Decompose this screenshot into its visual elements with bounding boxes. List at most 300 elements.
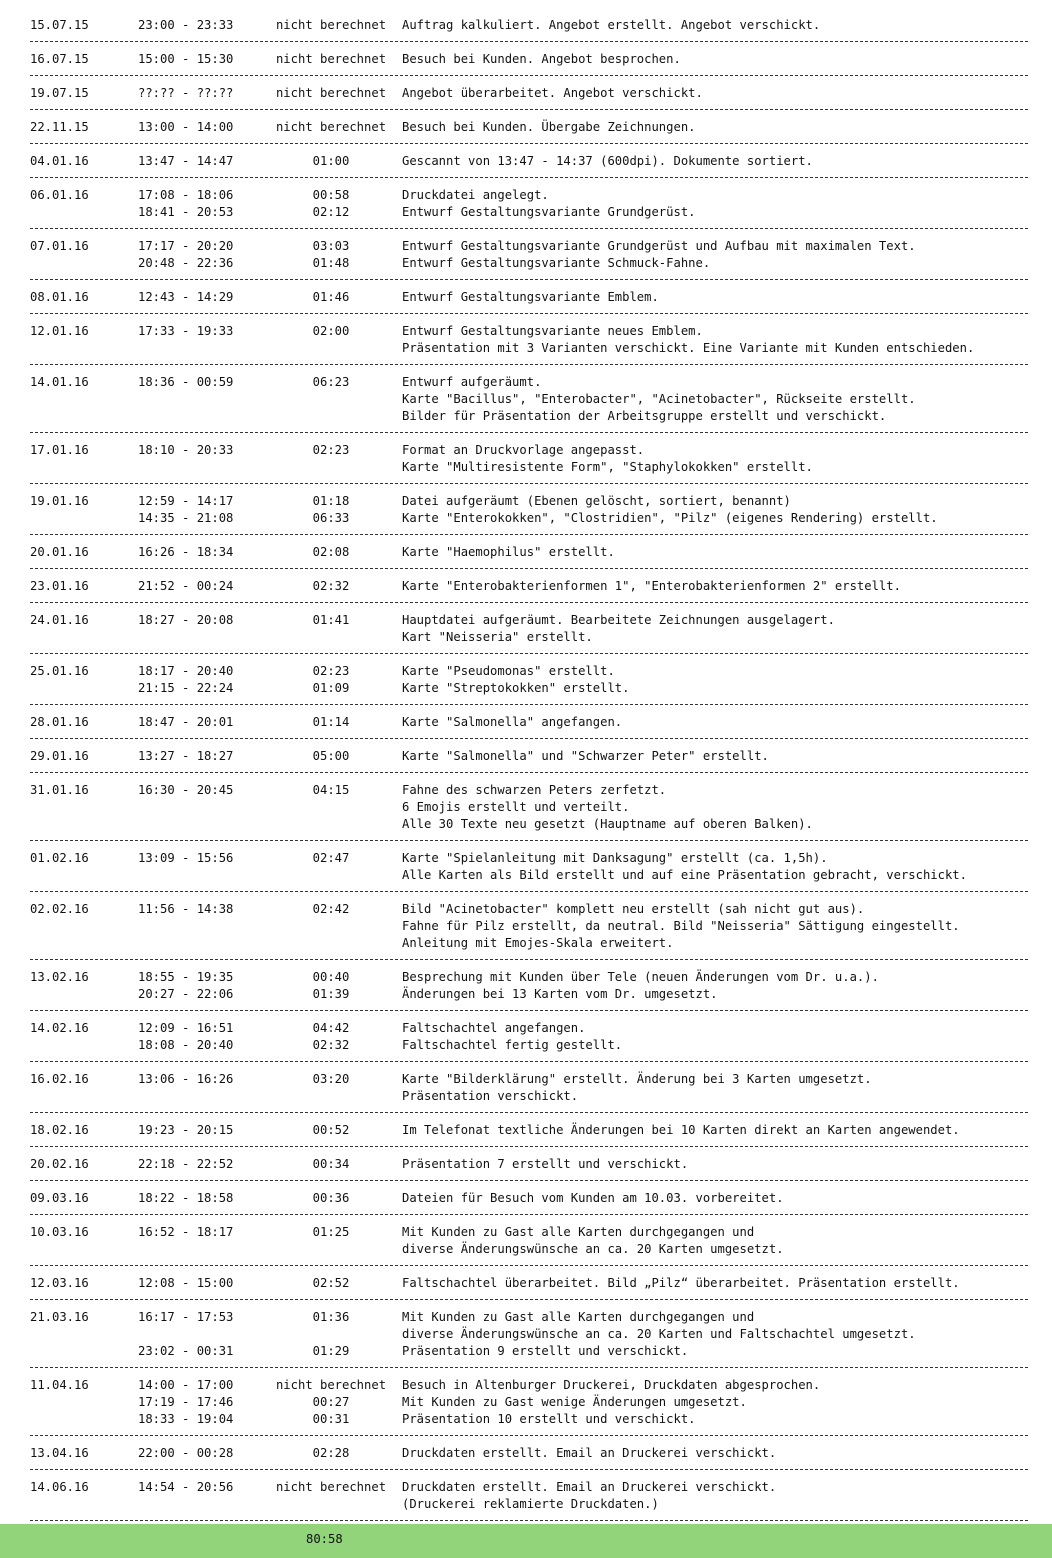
duration: 06:33 — [312, 511, 350, 525]
log-line — [30, 289, 1028, 306]
entry-date — [30, 867, 138, 884]
log-line — [30, 1071, 1028, 1088]
description: Karte "Bacillus", "Enterobacter", "Acinetobacter", Rückseite erstellt. — [402, 392, 916, 406]
entry-date — [30, 391, 138, 408]
entry-date: 28.01.16 — [30, 715, 89, 729]
description: Format an Druckvorlage angepasst. — [402, 443, 645, 457]
log-line — [30, 663, 1028, 680]
description: Besuch bei Kunden. Angebot besprochen. — [402, 52, 681, 66]
duration — [266, 799, 402, 816]
time-range: 18:33 - 19:04 — [138, 1412, 234, 1426]
log-entry — [30, 603, 1028, 654]
duration: 01:18 — [312, 494, 350, 508]
entry-date — [30, 1411, 138, 1428]
log-entry — [30, 280, 1028, 314]
description: Präsentation 10 erstellt und verschickt. — [402, 1412, 696, 1426]
time-range — [138, 459, 266, 476]
entry-date: 09.03.16 — [30, 1191, 89, 1205]
log-line — [30, 238, 1028, 255]
duration — [266, 459, 402, 476]
time-range: 18:55 - 19:35 — [138, 970, 234, 984]
description: Karte "Salmonella" angefangen. — [402, 715, 623, 729]
log-line — [30, 187, 1028, 204]
log-line — [30, 1326, 1028, 1343]
log-entry — [30, 1470, 1028, 1521]
entry-date — [30, 799, 138, 816]
entry-date: 22.11.15 — [30, 120, 89, 134]
time-log — [0, 8, 1052, 1521]
entry-date: 19.01.16 — [30, 494, 89, 508]
log-line — [30, 1020, 1028, 1037]
entry-date: 14.01.16 — [30, 375, 89, 389]
entry-date: 31.01.16 — [30, 783, 89, 797]
duration: nicht berechnet — [275, 120, 387, 134]
description: Gescannt von 13:47 - 14:37 (600dpi). Dokumente sortiert. — [402, 154, 813, 168]
entry-date — [30, 340, 138, 357]
duration — [266, 1496, 402, 1513]
entry-date: 07.01.16 — [30, 239, 89, 253]
log-line — [30, 901, 1028, 918]
entry-date — [30, 510, 138, 527]
description: Karte "Enterokokken", "Clostridien", "Pilz" (eigenes Rendering) erstellt. — [402, 511, 938, 525]
entry-date — [30, 629, 138, 646]
duration: 06:23 — [312, 375, 350, 389]
time-range — [138, 408, 266, 425]
description: Präsentation verschickt. — [402, 1089, 579, 1103]
time-range: 21:15 - 22:24 — [138, 681, 234, 695]
time-range — [138, 1496, 266, 1513]
duration — [266, 629, 402, 646]
log-line — [30, 1241, 1028, 1258]
log-line — [30, 969, 1028, 986]
log-line — [30, 442, 1028, 459]
description: Faltschachtel fertig gestellt. — [402, 1038, 623, 1052]
log-line — [30, 544, 1028, 561]
duration: 05:00 — [312, 749, 350, 763]
duration: 00:52 — [312, 1123, 350, 1137]
time-range: 16:17 - 17:53 — [138, 1310, 234, 1324]
log-entry — [30, 705, 1028, 739]
duration: 03:03 — [312, 239, 350, 253]
log-line — [30, 816, 1028, 833]
log-line — [30, 748, 1028, 765]
log-entry — [30, 144, 1028, 178]
log-line — [30, 493, 1028, 510]
log-line — [30, 255, 1028, 272]
log-line — [30, 204, 1028, 221]
entry-date — [30, 1343, 138, 1360]
time-range — [138, 629, 266, 646]
duration: nicht berechnet — [275, 18, 387, 32]
log-entry — [30, 1215, 1028, 1266]
duration: 00:36 — [312, 1191, 350, 1205]
duration — [266, 1241, 402, 1258]
log-entry — [30, 841, 1028, 892]
time-range — [138, 1088, 266, 1105]
description: Kart "Neisseria" erstellt. — [402, 630, 593, 644]
description: Karte "Pseudomonas" erstellt. — [402, 664, 615, 678]
duration: 01:09 — [312, 681, 350, 695]
log-line — [30, 340, 1028, 357]
entry-date: 24.01.16 — [30, 613, 89, 627]
total-duration: 80:58 — [306, 1532, 343, 1546]
log-line — [30, 408, 1028, 425]
description: Druckdatei angelegt. — [402, 188, 549, 202]
log-line — [30, 935, 1028, 952]
description: Entwurf Gestaltungsvariante Grundgerüst. — [402, 205, 696, 219]
log-line — [30, 17, 1028, 34]
entry-date — [30, 1241, 138, 1258]
duration: 02:47 — [312, 851, 350, 865]
log-entry — [30, 314, 1028, 365]
time-range: 16:52 - 18:17 — [138, 1225, 234, 1239]
time-range — [138, 935, 266, 952]
time-range: 17:19 - 17:46 — [138, 1395, 234, 1409]
description: Besprechung mit Kunden über Tele (neuen Änderungen vom Dr. u.a.). — [402, 970, 879, 984]
entry-date — [30, 986, 138, 1003]
log-line — [30, 85, 1028, 102]
log-line — [30, 782, 1028, 799]
time-range: 18:41 - 20:53 — [138, 205, 234, 219]
log-entry — [30, 535, 1028, 569]
log-line — [30, 612, 1028, 629]
duration: 03:20 — [312, 1072, 350, 1086]
duration: 02:42 — [312, 902, 350, 916]
description: Auftrag kalkuliert. Angebot erstellt. Angebot verschickt. — [402, 18, 821, 32]
duration: 02:08 — [312, 545, 350, 559]
description: Angebot überarbeitet. Angebot verschickt. — [402, 86, 703, 100]
duration: 02:00 — [312, 324, 350, 338]
entry-date — [30, 1037, 138, 1054]
description: Druckdaten erstellt. Email an Druckerei verschickt. — [402, 1480, 777, 1494]
log-entry — [30, 365, 1028, 433]
log-entry — [30, 569, 1028, 603]
duration: 01:14 — [312, 715, 350, 729]
log-entry — [30, 76, 1028, 110]
log-line — [30, 510, 1028, 527]
log-entry — [30, 1368, 1028, 1436]
description: (Druckerei reklamierte Druckdaten.) — [402, 1497, 659, 1511]
log-line — [30, 459, 1028, 476]
time-range: 18:27 - 20:08 — [138, 613, 234, 627]
time-range: 16:26 - 18:34 — [138, 545, 234, 559]
time-range — [138, 391, 266, 408]
description: Karte "Enterobakterienformen 1", "Enterobakterienformen 2" erstellt. — [402, 579, 901, 593]
time-range: 18:36 - 00:59 — [138, 375, 234, 389]
time-range — [138, 1241, 266, 1258]
duration: 02:23 — [312, 664, 350, 678]
time-range: 18:22 - 18:58 — [138, 1191, 234, 1205]
description: Druckdaten erstellt. Email an Druckerei verschickt. — [402, 1446, 777, 1460]
description: Im Telefonat textliche Änderungen bei 10 Karten direkt an Karten angewendet. — [402, 1123, 960, 1137]
time-range: 14:00 - 17:00 — [138, 1378, 234, 1392]
log-entry — [30, 484, 1028, 535]
log-entry — [30, 1266, 1028, 1300]
time-range — [138, 867, 266, 884]
entry-date: 13.02.16 — [30, 970, 89, 984]
description: Mit Kunden zu Gast alle Karten durchgegangen und — [402, 1310, 755, 1324]
entry-date: 16.02.16 — [30, 1072, 89, 1086]
duration: 01:36 — [312, 1310, 350, 1324]
log-entry — [30, 1011, 1028, 1062]
description: Entwurf Gestaltungsvariante neues Emblem. — [402, 324, 703, 338]
log-line — [30, 1156, 1028, 1173]
duration: 01:41 — [312, 613, 350, 627]
time-range: 12:08 - 15:00 — [138, 1276, 234, 1290]
duration: 01:39 — [312, 987, 350, 1001]
description: Fahne des schwarzen Peters zerfetzt. — [402, 783, 667, 797]
entry-date: 29.01.16 — [30, 749, 89, 763]
time-range: 17:17 - 20:20 — [138, 239, 234, 253]
time-range: 13:27 - 18:27 — [138, 749, 234, 763]
duration: nicht berechnet — [275, 86, 387, 100]
description: 6 Emojis erstellt und verteilt. — [402, 800, 630, 814]
log-line — [30, 1088, 1028, 1105]
log-line — [30, 323, 1028, 340]
entry-date: 01.02.16 — [30, 851, 89, 865]
time-range: 19:23 - 20:15 — [138, 1123, 234, 1137]
log-entry — [30, 1062, 1028, 1113]
log-line — [30, 1309, 1028, 1326]
description: Entwurf aufgeräumt. — [402, 375, 542, 389]
description: Entwurf Gestaltungsvariante Grundgerüst und Aufbau mit maximalen Text. — [402, 239, 916, 253]
description: Präsentation mit 3 Varianten verschickt. Eine Variante mit Kunden entschieden. — [402, 341, 975, 355]
duration: 02:52 — [312, 1276, 350, 1290]
duration: 02:32 — [312, 1038, 350, 1052]
log-line — [30, 1037, 1028, 1054]
time-range: 15:00 - 15:30 — [138, 52, 234, 66]
time-range: 12:09 - 16:51 — [138, 1021, 234, 1035]
log-line — [30, 578, 1028, 595]
log-entry — [30, 8, 1028, 42]
entry-date — [30, 459, 138, 476]
entry-date — [30, 1326, 138, 1343]
entry-date: 06.01.16 — [30, 188, 89, 202]
log-entry — [30, 654, 1028, 705]
log-entry — [30, 1113, 1028, 1147]
entry-date: 17.01.16 — [30, 443, 89, 457]
time-range — [138, 340, 266, 357]
log-entry — [30, 739, 1028, 773]
duration: nicht berechnet — [275, 52, 387, 66]
entry-date: 21.03.16 — [30, 1310, 89, 1324]
entry-date: 23.01.16 — [30, 579, 89, 593]
entry-date: 16.07.15 — [30, 52, 89, 66]
log-line — [30, 850, 1028, 867]
entry-date: 14.06.16 — [30, 1480, 89, 1494]
duration: 02:12 — [312, 205, 350, 219]
entry-date: 14.02.16 — [30, 1021, 89, 1035]
duration: 00:31 — [312, 1412, 350, 1426]
description: Alle Karten als Bild erstellt und auf eine Präsentation gebracht, verschickt. — [402, 868, 967, 882]
entry-date — [30, 680, 138, 697]
description: Mit Kunden zu Gast alle Karten durchgegangen und — [402, 1225, 755, 1239]
duration — [266, 391, 402, 408]
description: Präsentation 9 erstellt und verschickt. — [402, 1344, 689, 1358]
duration: 00:27 — [312, 1395, 350, 1409]
log-entry — [30, 229, 1028, 280]
entry-date: 12.01.16 — [30, 324, 89, 338]
log-line — [30, 1479, 1028, 1496]
duration: 02:32 — [312, 579, 350, 593]
log-line — [30, 714, 1028, 731]
time-range: 18:08 - 20:40 — [138, 1038, 234, 1052]
duration — [266, 340, 402, 357]
entry-date: 12.03.16 — [30, 1276, 89, 1290]
description: Karte "Spielanleitung mit Danksagung" erstellt (ca. 1,5h). — [402, 851, 828, 865]
entry-date — [30, 1088, 138, 1105]
log-line — [30, 153, 1028, 170]
time-range: 11:56 - 14:38 — [138, 902, 234, 916]
log-entry — [30, 1300, 1028, 1368]
log-entry — [30, 110, 1028, 144]
entry-date — [30, 918, 138, 935]
log-line — [30, 1122, 1028, 1139]
description: Karte "Streptokokken" erstellt. — [402, 681, 630, 695]
description: Karte "Multiresistente Form", "Staphylokokken" erstellt. — [402, 460, 813, 474]
description: Mit Kunden zu Gast wenige Änderungen umgesetzt. — [402, 1395, 747, 1409]
duration: 01:48 — [312, 256, 350, 270]
time-range: 21:52 - 00:24 — [138, 579, 234, 593]
log-line — [30, 986, 1028, 1003]
description: Fahne für Pilz erstellt, da neutral. Bild "Neisseria" Sättigung eingestellt. — [402, 919, 960, 933]
duration: nicht berechnet — [275, 1480, 387, 1494]
time-range: 14:35 - 21:08 — [138, 511, 234, 525]
description: Bild "Acinetobacter" komplett neu erstellt (sah nicht gut aus). — [402, 902, 865, 916]
time-range — [138, 1326, 266, 1343]
description: Alle 30 Texte neu gesetzt (Hauptname auf oberen Balken). — [402, 817, 813, 831]
log-line — [30, 1411, 1028, 1428]
time-range: 20:27 - 22:06 — [138, 987, 234, 1001]
entry-date — [30, 408, 138, 425]
log-line — [30, 680, 1028, 697]
log-line — [30, 391, 1028, 408]
time-range: 13:00 - 14:00 — [138, 120, 234, 134]
entry-date: 04.01.16 — [30, 154, 89, 168]
log-line — [30, 867, 1028, 884]
log-line — [30, 1496, 1028, 1513]
time-range: 13:06 - 16:26 — [138, 1072, 234, 1086]
description: Faltschachtel überarbeitet. Bild „Pilz“ überarbeitet. Präsentation erstellt. — [402, 1276, 960, 1290]
log-line — [30, 918, 1028, 935]
description: Karte "Salmonella" und "Schwarzer Peter" erstellt. — [402, 749, 769, 763]
entry-date: 25.01.16 — [30, 664, 89, 678]
time-range: 22:00 - 00:28 — [138, 1446, 234, 1460]
description: diverse Änderungswünsche an ca. 20 Karten umgesetzt. — [402, 1242, 784, 1256]
duration: 02:28 — [312, 1446, 350, 1460]
time-range: ??:?? - ??:?? — [138, 86, 234, 100]
duration: 04:42 — [312, 1021, 350, 1035]
time-range: 22:18 - 22:52 — [138, 1157, 234, 1171]
log-line — [30, 1343, 1028, 1360]
description: Präsentation 7 erstellt und verschickt. — [402, 1157, 689, 1171]
duration: 01:25 — [312, 1225, 350, 1239]
log-line — [30, 1224, 1028, 1241]
description: Bilder für Präsentation der Arbeitsgruppe erstellt und verschickt. — [402, 409, 887, 423]
time-range — [138, 799, 266, 816]
duration: 00:34 — [312, 1157, 350, 1171]
time-range: 23:00 - 23:33 — [138, 18, 234, 32]
entry-date: 20.01.16 — [30, 545, 89, 559]
log-entry — [30, 433, 1028, 484]
duration: 01:29 — [312, 1344, 350, 1358]
log-entry — [30, 892, 1028, 960]
duration — [266, 1326, 402, 1343]
entry-date — [30, 204, 138, 221]
description: Datei aufgeräumt (Ebenen gelöscht, sortiert, benannt) — [402, 494, 791, 508]
time-range: 18:10 - 20:33 — [138, 443, 234, 457]
entry-date — [30, 255, 138, 272]
time-range: 17:33 - 19:33 — [138, 324, 234, 338]
entry-date — [30, 1394, 138, 1411]
log-entry — [30, 1436, 1028, 1470]
entry-date: 13.04.16 — [30, 1446, 89, 1460]
description: Hauptdatei aufgeräumt. Bearbeitete Zeichnungen ausgelagert. — [402, 613, 835, 627]
log-line — [30, 1377, 1028, 1394]
log-entry — [30, 42, 1028, 76]
log-line — [30, 51, 1028, 68]
description: Dateien für Besuch vom Kunden am 10.03. vorbereitet. — [402, 1191, 784, 1205]
duration: 04:15 — [312, 783, 350, 797]
entry-date: 11.04.16 — [30, 1378, 89, 1392]
duration — [266, 816, 402, 833]
time-range: 16:30 - 20:45 — [138, 783, 234, 797]
description: Entwurf Gestaltungsvariante Schmuck-Fahne. — [402, 256, 711, 270]
duration: nicht berechnet — [275, 1378, 387, 1392]
entry-date: 08.01.16 — [30, 290, 89, 304]
log-line — [30, 799, 1028, 816]
duration: 01:00 — [312, 154, 350, 168]
description: Entwurf Gestaltungsvariante Emblem. — [402, 290, 659, 304]
duration — [266, 935, 402, 952]
log-line — [30, 119, 1028, 136]
duration — [266, 408, 402, 425]
duration — [266, 918, 402, 935]
entry-date: 19.07.15 — [30, 86, 89, 100]
duration: 02:23 — [312, 443, 350, 457]
log-entry — [30, 1181, 1028, 1215]
time-range — [138, 918, 266, 935]
entry-date: 18.02.16 — [30, 1123, 89, 1137]
total-bar — [0, 1524, 1052, 1558]
log-line — [30, 1445, 1028, 1462]
log-entry — [30, 960, 1028, 1011]
duration — [266, 867, 402, 884]
time-range — [138, 816, 266, 833]
log-line — [30, 1190, 1028, 1207]
description: diverse Änderungswünsche an ca. 20 Karten und Faltschachtel umgesetzt. — [402, 1327, 916, 1341]
time-range: 18:47 - 20:01 — [138, 715, 234, 729]
description: Anleitung mit Emojes-Skala erweitert. — [402, 936, 674, 950]
log-entry — [30, 178, 1028, 229]
time-range: 12:59 - 14:17 — [138, 494, 234, 508]
entry-date: 02.02.16 — [30, 902, 89, 916]
log-entry — [30, 1147, 1028, 1181]
description: Faltschachtel angefangen. — [402, 1021, 586, 1035]
time-range: 12:43 - 14:29 — [138, 290, 234, 304]
time-range: 13:47 - 14:47 — [138, 154, 234, 168]
description: Besuch bei Kunden. Übergabe Zeichnungen. — [402, 120, 696, 134]
log-entry — [30, 773, 1028, 841]
description: Änderungen bei 13 Karten vom Dr. umgesetzt. — [402, 987, 718, 1001]
entry-date — [30, 1496, 138, 1513]
entry-date: 15.07.15 — [30, 18, 89, 32]
description: Karte "Bilderklärung" erstellt. Änderung bei 3 Karten umgesetzt. — [402, 1072, 872, 1086]
duration — [266, 1088, 402, 1105]
log-line — [30, 1275, 1028, 1292]
log-line — [30, 374, 1028, 391]
time-range: 17:08 - 18:06 — [138, 188, 234, 202]
